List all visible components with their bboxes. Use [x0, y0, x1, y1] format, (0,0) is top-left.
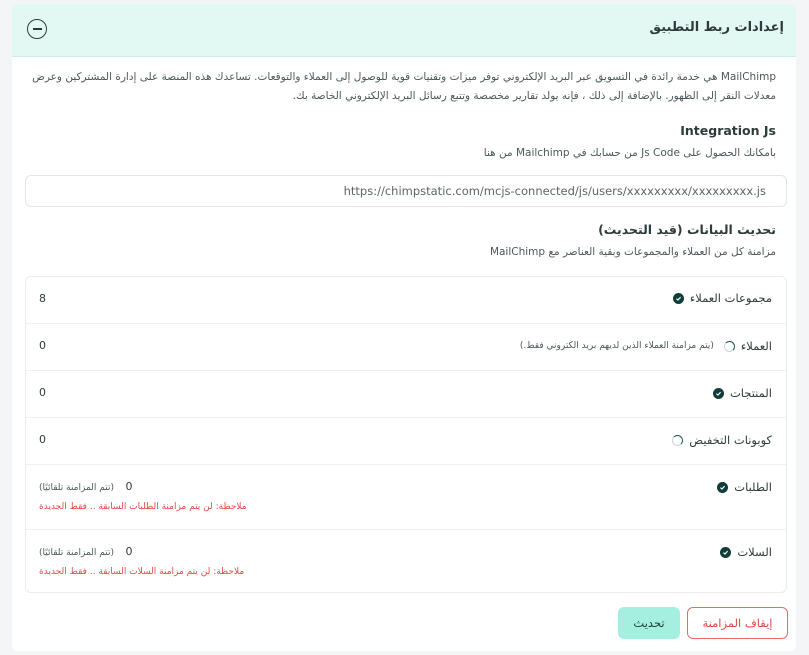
row-label-text: مجموعات العملاء — [689, 291, 772, 305]
row-label — [673, 291, 772, 305]
card-header — [12, 4, 796, 57]
sync-subtitle: مزامنة كل من العملاء والمجموعات وبقية العناصر مع MailChimp — [489, 246, 776, 258]
check-icon — [720, 547, 731, 558]
update-button[interactable]: تحديث — [618, 607, 680, 639]
minus-icon — [33, 28, 42, 30]
settings-card — [12, 4, 796, 651]
warning-text: ملاحظة: لن يتم مزامنة الطلبات السابقة .. فقط الجديدة — [39, 502, 247, 512]
row-label — [713, 386, 772, 400]
row-label — [520, 339, 772, 353]
row-note: (يتم مزامنة العملاء الذين لديهم بريد الكتروني فقط.) — [519, 341, 714, 351]
row-label-text: الطلبات — [734, 480, 772, 494]
spinner-icon — [724, 341, 735, 352]
check-icon — [717, 482, 728, 493]
sync-row-products — [26, 370, 786, 418]
row-label-text: كوبونات التخفيض — [689, 433, 772, 447]
page-title: إعدادات ربط التطبيق — [649, 20, 784, 35]
warning-text: ملاحظة: لن يتم مزامنة السلات السابقة .. فقط الجديدة — [39, 567, 245, 577]
row-count: 0 — [125, 480, 133, 493]
row-label — [717, 480, 772, 494]
auto-sync-note: (تتم المزامنة تلقائيًا) — [39, 483, 114, 493]
auto-sync-note: (تتم المزامنة تلقائيًا) — [39, 548, 114, 558]
row-label — [672, 433, 772, 447]
sync-row-orders — [26, 464, 786, 530]
sync-row-carts — [26, 529, 786, 592]
row-label-text: العملاء — [740, 339, 772, 353]
sync-title: تحديث البيانات (قيد التحديث) — [598, 222, 776, 237]
row-count: 0 — [39, 433, 46, 446]
collapse-button[interactable] — [27, 19, 47, 39]
integration-url-input[interactable] — [25, 175, 787, 207]
sync-list — [25, 276, 787, 593]
sync-row-customer-groups — [26, 277, 786, 324]
row-count-group — [39, 545, 132, 558]
sync-row-coupons — [26, 417, 786, 465]
row-label — [720, 545, 772, 559]
check-icon — [713, 388, 724, 399]
row-count: 8 — [39, 292, 46, 305]
row-label-text: السلات — [737, 545, 772, 559]
spinner-icon — [672, 435, 683, 446]
row-count: 0 — [39, 339, 46, 352]
row-count: 0 — [39, 386, 46, 399]
integration-subtitle: بامكانك الحصول على Js Code من حسابك في Mailchimp من هنا — [483, 147, 776, 159]
description-text: MailChimp هي خدمة رائدة في التسويق عبر البريد الإلكتروني توفر ميزات وتقنيات قوية للوصول إلى العملاء والتوقعات. تساعدك هذه المنصة على إدارة المشتركين وعرض معدلات النقر إلى الظهور. بالإضافة إلى ذلك ، فإنه يولد تقارير مخصصة وتتبع رسائل البريد الإلكتروني الخاصة بك. — [32, 71, 776, 102]
integration-title: Integration Js — [680, 123, 776, 138]
sync-row-customers — [26, 323, 786, 371]
row-count: 0 — [125, 545, 133, 558]
check-icon — [673, 293, 684, 304]
row-count-group — [39, 480, 132, 493]
stop-sync-button[interactable]: إيقاف المزامنة — [687, 607, 788, 639]
row-label-text: المنتجات — [729, 386, 772, 400]
